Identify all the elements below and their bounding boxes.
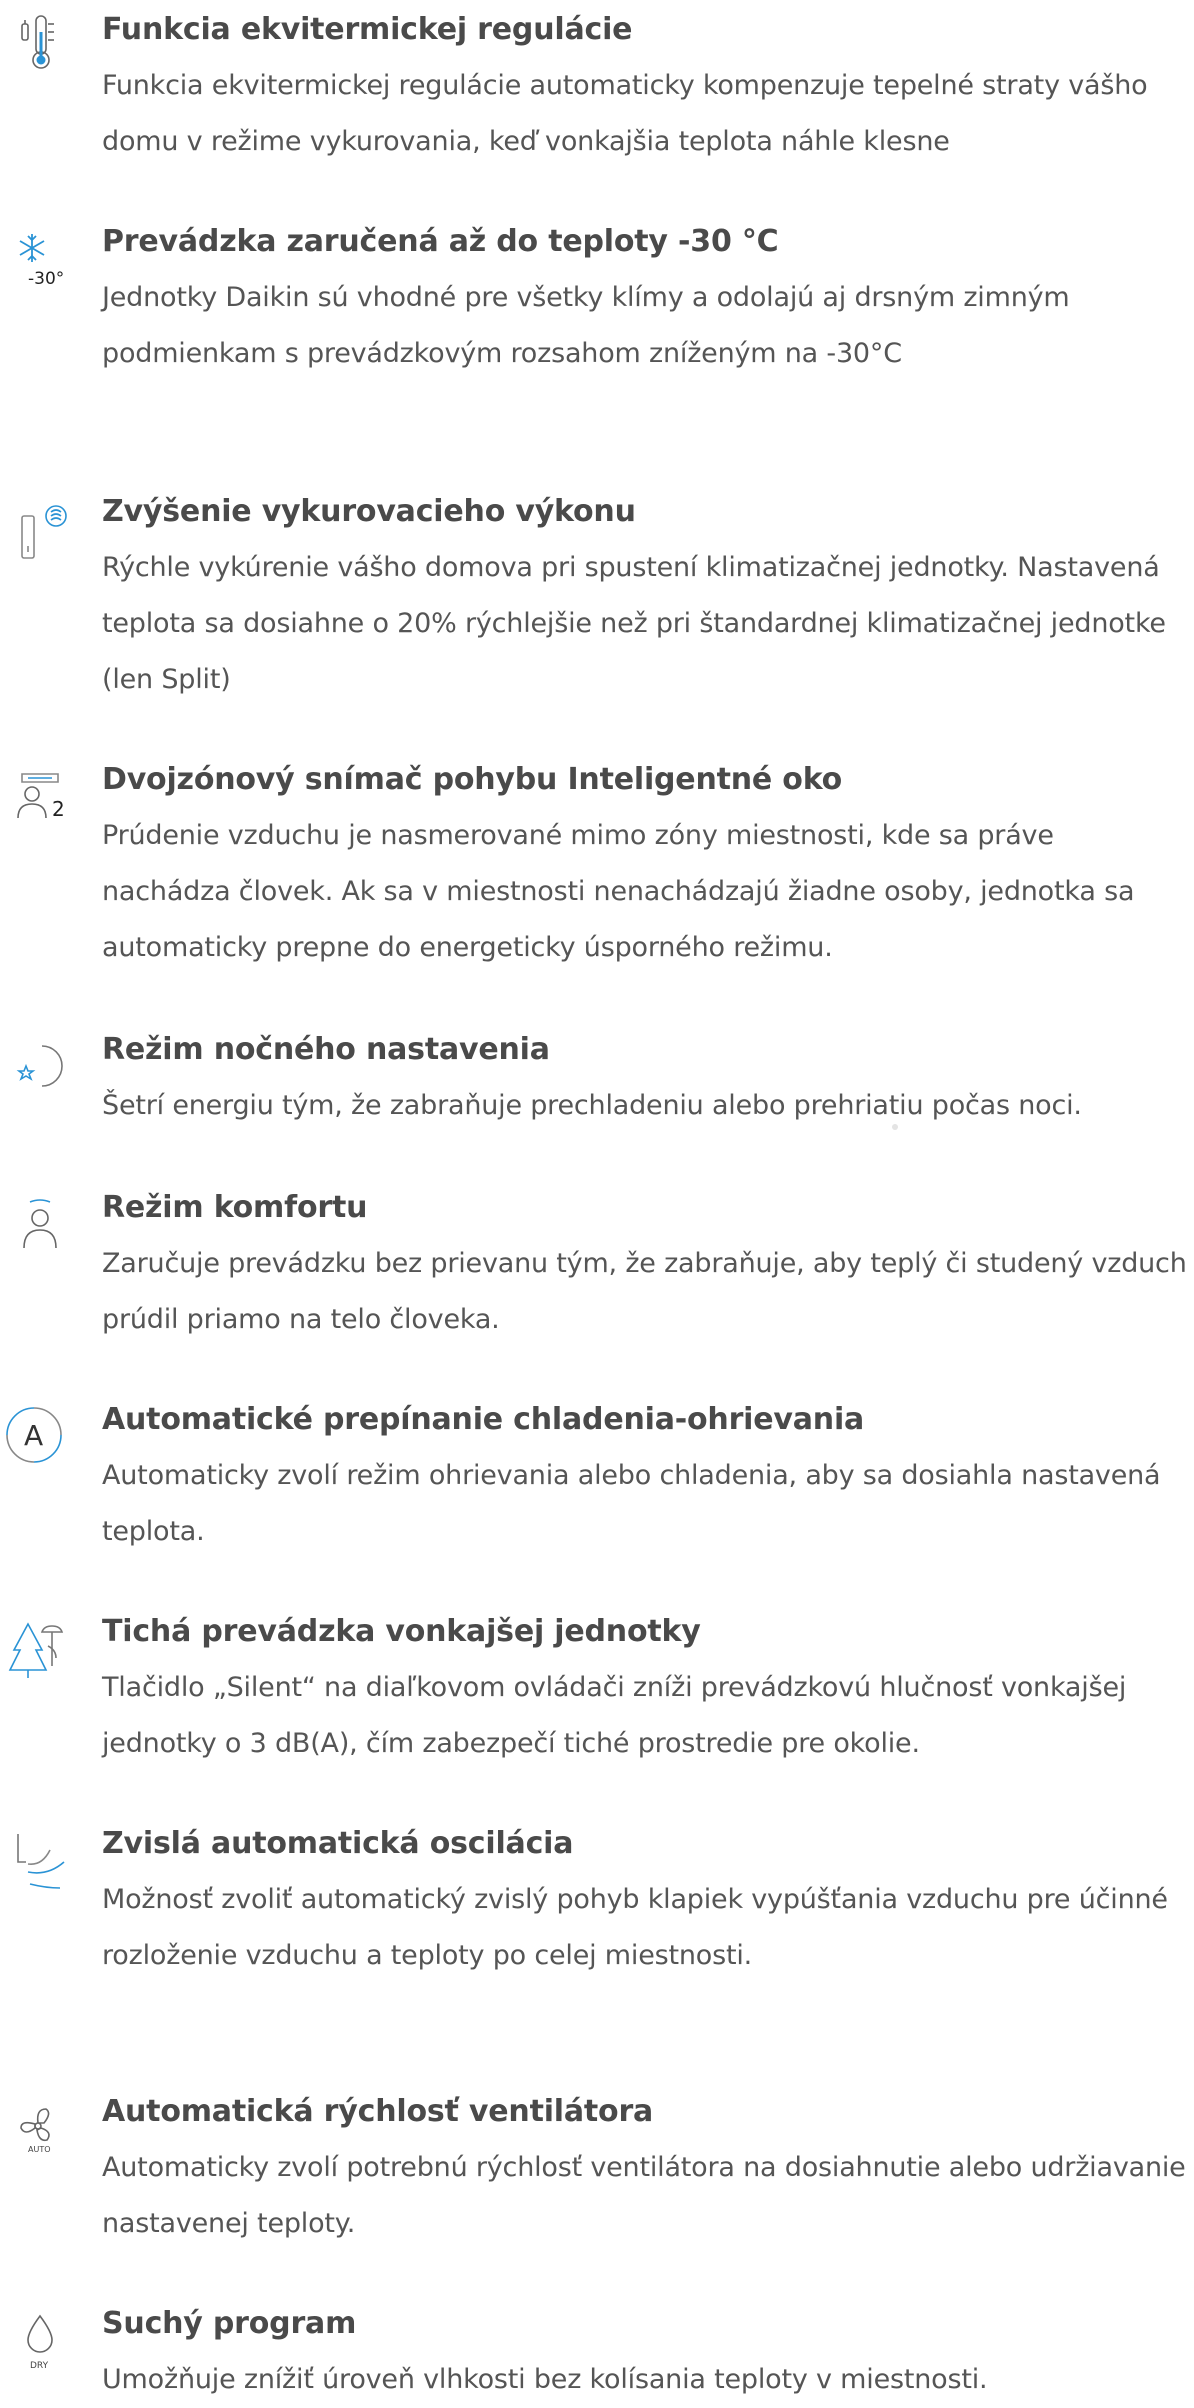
svg-text:-30°: -30° — [28, 269, 65, 289]
svg-text:A: A — [24, 1419, 44, 1452]
feature-description: Funkcia ekvitermickej regulácie automaticky kompenzuje tepelné straty vášho domu v režime vykurovania, keď vonkajšia teplota náhle klesne — [102, 70, 1148, 157]
feature-description: Automaticky zvolí režim ohrievania alebo chladenia, aby sa dosiahla nastavená teplota. — [102, 1460, 1161, 1547]
feature-title: Dvojzónový snímač pohybu Inteligentné oko — [102, 762, 843, 797]
feature-title: Tichá prevádzka vonkajšej jednotky — [102, 1614, 701, 1649]
fan-auto-icon — [8, 2104, 68, 2166]
feature-description: Rýchle vykúrenie vášho domova pri spustení klimatizačnej jednotky. Nastavená teplota sa dosiahne o 20% rýchlejšie než pri štandardnej klimatizačnej jednotke (len Split) — [102, 552, 1166, 695]
feature-title: Funkcia ekvitermickej regulácie — [102, 12, 633, 47]
feature-title: Suchý program — [102, 2306, 357, 2341]
motion-sensor-icon — [8, 766, 68, 828]
feature-title: Režim komfortu — [102, 1190, 368, 1225]
feature-title: Automatické prepínanie chladenia-ohrievania — [102, 1402, 865, 1437]
thermometer-icon — [8, 12, 68, 74]
feature-title: Zvýšenie vykurovacieho výkonu — [102, 494, 636, 529]
person-comfort-icon — [8, 1198, 68, 1260]
droplet-dry-icon — [8, 2312, 68, 2374]
feature-description: Možnosť zvoliť automatický zvislý pohyb klapiek vypúšťania vzduchu pre účinné rozloženie vzduchu a teploty po celej miestnosti. — [102, 1884, 1168, 1971]
feature-description: Jednotky Daikin sú vhodné pre všetky klímy a odolajú aj drsným zimným podmienkam s prevádzkovým rozsahom zníženým na -30°C — [102, 282, 1070, 369]
feature-description: Umožňuje znížiť úroveň vlhkosti bez kolísania teploty v miestnosti. — [102, 2364, 988, 2395]
svg-text:2: 2 — [52, 797, 65, 821]
feature-title: Prevádzka zaručená až do teploty -30 °C — [102, 224, 779, 259]
snowflake-icon — [8, 232, 68, 294]
feature-description: Zaručuje prevádzku bez prievanu tým, že zabraňuje, aby teplý či studený vzduch prúdil priamo na telo človeka. — [102, 1248, 1187, 1335]
vertical-swing-icon — [8, 1830, 68, 1892]
feature-description: Tlačidlo „Silent“ na diaľkovom ovládači zníži prevádzkovú hlučnosť vonkajšej jednotky o 3 dB(A), čím zabezpečí tiché prostredie pre okolie. — [102, 1672, 1127, 1759]
moon-star-icon — [8, 1040, 68, 1102]
decorative-dot — [892, 1124, 898, 1130]
feature-title: Automatická rýchlosť ventilátora — [102, 2094, 654, 2129]
feature-title: Zvislá automatická oscilácia — [102, 1826, 574, 1861]
power-heating-icon — [8, 502, 68, 564]
feature-description: Šetrí energiu tým, že zabraňuje prechladeniu alebo prehriatiu počas noci. — [102, 1090, 1082, 1121]
feature-description: Automaticky zvolí potrebnú rýchlosť ventilátora na dosiahnutie alebo udržiavanie nastavenej teploty. — [102, 2152, 1186, 2239]
feature-title: Režim nočného nastavenia — [102, 1032, 550, 1067]
svg-text:DRY: DRY — [30, 2361, 49, 2371]
quiet-trees-icon — [8, 1620, 68, 1682]
svg-text:AUTO: AUTO — [28, 2145, 51, 2154]
auto-mode-icon — [4, 1404, 64, 1466]
feature-description: Prúdenie vzduchu je nasmerované mimo zóny miestnosti, kde sa práve nachádza človek. Ak sa v miestnosti nenachádzajú žiadne osoby, jednotka sa automaticky prepne do energeticky úsporného režimu. — [102, 820, 1135, 963]
